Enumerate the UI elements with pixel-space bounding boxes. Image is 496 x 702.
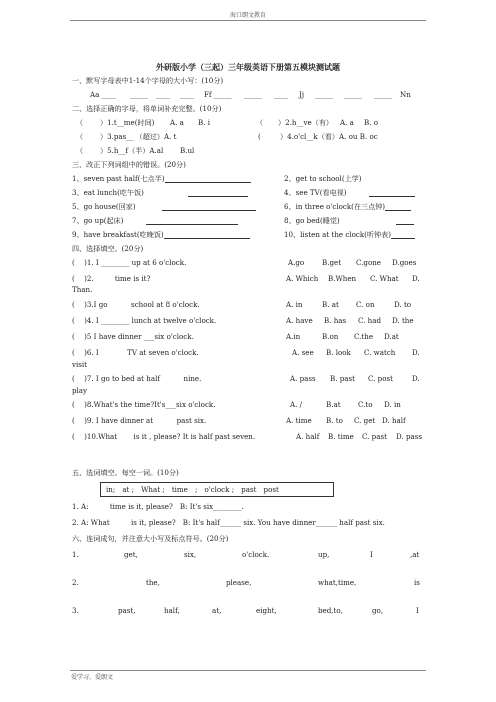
mc-option: D. to	[394, 300, 412, 309]
section6-heading: 六、连词成句，并注意大小写及标点符号。(20分)	[72, 534, 229, 543]
scramble-word: please,	[226, 578, 252, 587]
scramble-word: past,	[118, 606, 136, 615]
s2-opt: B. i	[198, 118, 210, 127]
mc-option: C. What	[370, 274, 399, 283]
scramble-word: up,	[318, 550, 330, 559]
paren: （	[76, 118, 84, 127]
alphabet-blank: ____	[180, 90, 195, 99]
mc-option: B.on	[322, 332, 339, 341]
scramble-word: what,time,	[318, 578, 357, 587]
mc-question: ( )3.I go school at 8 o'clock.	[72, 300, 200, 309]
mc-option: A. in	[286, 300, 303, 309]
correction-item: 7、go up(起床)	[72, 216, 238, 225]
mc-option: A. have	[286, 316, 313, 325]
correction-item: 3、eat lunch(吃午饭)	[72, 188, 248, 197]
alphabet-blank: ____	[156, 90, 171, 99]
scramble-word: six,	[184, 550, 197, 559]
section2-heading: 二、选择正确的字母，将单词补充完整。(10分)	[72, 104, 222, 113]
mc-option: A. pass	[290, 374, 316, 383]
scramble-word: go,	[372, 606, 384, 615]
section1-heading: 一、默写字母表中1-14个字母的大小写：(10分)	[72, 76, 224, 85]
mc-question: ( )5 I have dinner ___six o'clock.	[72, 332, 194, 341]
alphabet-blank: _____	[130, 90, 148, 99]
paren: （	[256, 118, 264, 127]
mc-option-continued: Than.	[72, 285, 93, 294]
scramble-word: o'clock.	[242, 550, 270, 559]
mc-option: D.	[412, 374, 420, 383]
mc-option: B. to	[326, 416, 343, 425]
header-rule	[70, 20, 426, 21]
mc-option: B. has	[324, 316, 347, 325]
correction-item: 1、seven past half(七点半)	[72, 174, 251, 183]
fill-line: 2. A: What is it, please? B: It's half______ six. You have dinner______ half past six.	[72, 518, 385, 527]
mc-option: D. in	[384, 400, 401, 409]
paren: （	[76, 146, 84, 155]
section4-heading: 四、选择填空。(20分)	[72, 244, 144, 253]
s2-opt: A. a	[340, 118, 354, 127]
scramble-word: 2.	[72, 578, 79, 587]
s2-opt: B. o	[364, 118, 378, 127]
alphabet-blank: _____	[315, 90, 333, 99]
scramble-word: half,	[164, 606, 180, 615]
scramble-word: I	[370, 550, 373, 559]
fill-line: 1. A: time is it, please? B: It's six________.	[72, 502, 244, 511]
s2-q3: ）3.pas__ （超过）A. t	[100, 132, 177, 141]
mc-question: ( )4. I ________ lunch at twelve o'clock.	[72, 316, 217, 325]
correction-item: 5、go house(回家)	[72, 202, 256, 211]
mc-question: ( )10.What is it , please? It is half past seven.	[72, 432, 256, 441]
scramble-word: get,	[124, 550, 138, 559]
footer-rule	[70, 670, 426, 671]
correction-item: 6、in three o'clock(在三点钟)	[284, 202, 411, 211]
correction-item: 10、listen at the clock(听钟表)	[284, 230, 415, 239]
mc-option: B.at	[326, 400, 341, 409]
page-header: 海口朗文教育	[229, 12, 266, 19]
mc-option: A. half	[296, 432, 320, 441]
mc-option: D.	[412, 348, 420, 357]
mc-option: A. /	[290, 400, 303, 409]
mc-option: A.in	[286, 332, 301, 341]
s2-q4: ）4.o'cl__k（看）A. ou B. oc	[280, 132, 378, 141]
mc-option: C.to	[358, 400, 373, 409]
correction-item: 2、get to school(上学)	[284, 174, 362, 183]
alphabet-blank: _____	[374, 90, 392, 99]
scramble-word: eight,	[256, 606, 277, 615]
mc-option: C. on	[356, 300, 375, 309]
mc-option: D. half	[382, 416, 406, 425]
alphabet-blank: Aa ____	[90, 90, 116, 99]
mc-option-continued: visit	[72, 360, 88, 369]
mc-option: B. look	[326, 348, 351, 357]
scramble-word: the,	[146, 578, 160, 587]
mc-option: B.get	[322, 258, 342, 267]
scramble-word: bed,to,	[318, 606, 343, 615]
alphabet-blank: Jj	[299, 90, 305, 99]
scramble-word: is	[414, 578, 420, 587]
alphabet-blank: Nn	[400, 90, 411, 99]
mc-option: D. the	[392, 316, 414, 325]
mc-option: C. past	[362, 432, 387, 441]
scramble-word: at,	[212, 606, 222, 615]
mc-option: C. post	[368, 374, 393, 383]
mc-option: D. pass	[396, 432, 422, 441]
mc-option: C.gone	[356, 258, 382, 267]
s2-opt: B.ul	[180, 146, 195, 155]
s2-opt: A. a	[170, 118, 184, 127]
mc-option: C. watch	[364, 348, 396, 357]
alphabet-blank: Ff _____	[204, 90, 232, 99]
s2-q2: ）2.h__ve（有）	[278, 118, 334, 127]
page-title: 外研版小学（三起）三年级英语下册第五模块测试题	[156, 62, 340, 72]
word-bank: in; at ; What ; time ; o'clock ; past post	[106, 485, 279, 494]
mc-option: C. had	[358, 316, 382, 325]
mc-question: ( )2. time is it?	[72, 274, 151, 283]
alphabet-blank: _____	[344, 90, 362, 99]
mc-question: ( )7. I go to bed at half nine.	[72, 374, 202, 383]
s2-q1: ）1.t__me(时间)	[100, 118, 155, 127]
mc-question: ( )6. I TV at seven o'clock.	[72, 348, 199, 357]
mc-option: C.the	[354, 332, 374, 341]
mc-option: C. get	[354, 416, 376, 425]
section3-heading: 三、改正下列词组中的错误。(20分)	[72, 160, 186, 169]
section5-heading: 五、选词填空。每空一词。(10分)	[72, 468, 179, 477]
mc-question: ( )8.What's the time?It's___six o'clock.	[72, 400, 216, 409]
scramble-word: 3.	[72, 606, 79, 615]
mc-question: ( )1. I ________ up at 6 o'clock.	[72, 258, 187, 267]
mc-option: D.goes	[392, 258, 417, 267]
alphabet-blank: _____	[244, 90, 262, 99]
correction-item: 8、go bed(睡觉)	[284, 216, 414, 225]
s2-q5: ）5.h__f（半）A.al	[100, 146, 164, 155]
correction-item: 9、have breakfast(吃晚饭)	[72, 230, 250, 239]
mc-option: A.go	[288, 258, 305, 267]
scramble-word: 1.	[72, 550, 79, 559]
paren: (	[258, 132, 261, 141]
mc-option: B.When	[328, 274, 357, 283]
mc-option: B. at	[322, 300, 339, 309]
mc-option: D.at	[384, 332, 399, 341]
correction-item: 4、see TV(看电视)	[284, 188, 415, 197]
mc-option: A. Which	[286, 274, 319, 283]
paren: （	[76, 132, 84, 141]
scramble-word: ,at	[410, 550, 420, 559]
scramble-word: I	[416, 606, 419, 615]
mc-option: D.	[412, 274, 420, 283]
alphabet-blank: ____	[274, 90, 289, 99]
mc-option: B. time	[328, 432, 354, 441]
page-footer: 爱学习，爱朗文	[71, 674, 114, 681]
mc-option-continued: play	[72, 386, 88, 395]
mc-option: A. time	[286, 416, 312, 425]
mc-option: B. past	[330, 374, 355, 383]
mc-question: ( )9. I have dinner at past six.	[72, 416, 207, 425]
mc-option: A. see	[292, 348, 314, 357]
